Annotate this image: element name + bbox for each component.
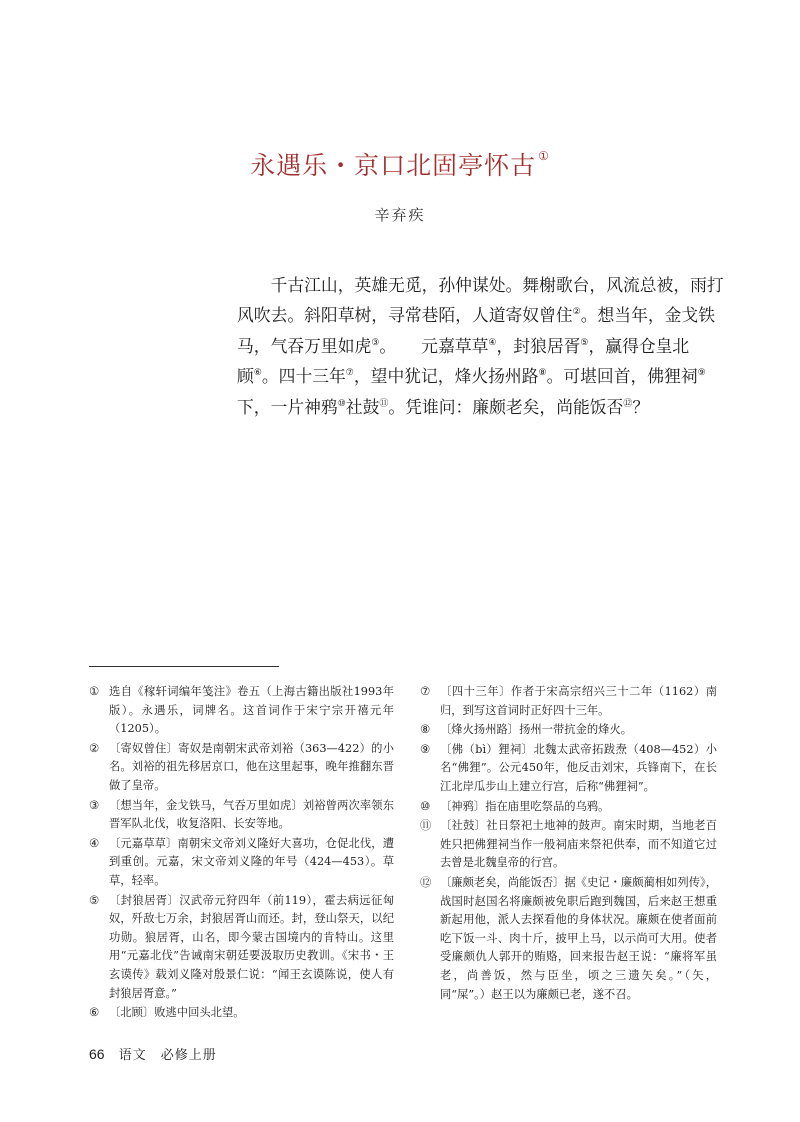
footnote-text: 〔社鼓〕社日祭祀土地神的鼓声。南宋时期，当地老百姓只把佛狸祠当作一般祠庙来祭祀供奉，而不知道它过去曾是北魏皇帝的行宫。: [440, 819, 717, 870]
footnote-number: ⑧: [420, 723, 431, 737]
footnote-ref: ⑥: [253, 368, 262, 379]
footnote-text: 〔寄奴曾住〕寄奴是南朝宋武帝刘裕（363—422）的小名。刘裕的祖先移居京口，他在这里起事，晚年推翻东晋做了皇帝。: [109, 741, 394, 792]
footnote-number: ①: [89, 685, 100, 698]
poem-text: 。 元嘉草草: [379, 335, 489, 356]
footnote-text: 〔想当年，金戈铁马，气吞万里如虎〕刘裕曾两次率领东晋军队北伐，收复洛阳、长安等地。: [109, 798, 394, 831]
poem-text: ，赢得仓皇北: [588, 335, 690, 356]
footnote: [89, 892, 394, 1004]
footnote-number: ⑫: [420, 875, 432, 889]
footnote-ref: ③: [371, 337, 380, 348]
footnote-text: 〔四十三年〕作者于宋高宗绍兴三十二年（1162）南归，到写这首词时正好四十三年。: [440, 685, 717, 717]
footnote-text: 〔封狼居胥〕汉武帝元狩四年（前119），霍去病远征匈奴，歼敌七万余，封狼居胥山而还。封，登山祭天，以纪功勋。狼居胥，山名，即今蒙古国境内的肯特山。这里用“元嘉北伐”告诫南宋朝廷要汲取历史教训。《宋书・王玄谟传》载刘义隆对殷景仁说：“闻王玄谟陈说，使人有封狼居胥意。”: [109, 893, 394, 1000]
poem-text: 。凭谁问：廉颇老矣，尚能饭否: [388, 396, 624, 417]
footnote-ref: ④: [488, 337, 497, 348]
footnote: [420, 798, 717, 817]
footnote: [420, 683, 717, 720]
footnote-text: 〔廉颇老矣，尚能饭否〕据《史记・廉颇蔺相如列传》，战国时赵国名将廉颇被免职后跑到魏国，后来赵王想重新起用他，派人去探看他的身体状况。廉颇在使者面前吃下饭一斗、肉十斤，披甲上马，以示尚可大用。使者受廉颇仇人郭开的贿赂，回来报告赵王说：“廉将军虽老，尚善饭，然与臣坐，顷之三遗矢矣。”（矢，同“屎”。）赵王以为廉颇已老，遂不召。: [440, 875, 717, 1001]
footnote-ref: ⑨: [697, 368, 706, 379]
poem-line: [237, 360, 706, 390]
footnote-text: 〔神鸦〕指在庙里吃祭品的乌鸦。: [440, 799, 610, 813]
poem-text: 马，气吞万里如虎: [237, 335, 372, 356]
poem-line: [237, 272, 724, 299]
footnote-number: ⑪: [420, 819, 432, 833]
title-note-mark: ①: [538, 149, 550, 163]
poem-line: [237, 330, 690, 360]
footnote: [89, 797, 394, 834]
title-block: [0, 146, 800, 182]
footnote-number: ③: [89, 798, 100, 812]
footnote-text: 〔烽火扬州路〕扬州一带抗金的烽火。: [440, 723, 633, 737]
footnote: [89, 683, 394, 739]
poem-text: 顾: [237, 366, 254, 387]
footnote-number: ④: [89, 836, 100, 850]
footnotes-right-column: [420, 683, 717, 1005]
poem-text: 。四十三年: [261, 366, 346, 387]
poem-line: [237, 299, 715, 329]
poem-text: 。可堪回首，佛狸祠: [546, 366, 698, 387]
book-title: 语文 必修上册: [118, 1048, 217, 1063]
poem-text: 千古江山，英雄无觅，孙仲谋处。舞榭歌台，风流总被，雨打: [237, 275, 724, 295]
footnote-number: ⑩: [420, 799, 431, 813]
footnote-divider: [89, 666, 279, 667]
footnote-text: 选自《稼轩词编年笺注》卷五（上海古籍出版社1993年版）。永遇乐，词牌名。这首词作于宋宁宗开禧元年（1205）。: [109, 685, 394, 736]
footnotes-left-column: [89, 683, 394, 1024]
poem-text: 。想当年，金戈铁: [580, 305, 715, 326]
footnote-ref: ⑧: [538, 368, 547, 379]
poem-body: [237, 272, 724, 421]
poem-text: 风吹去。斜阳草树，寻常巷陌，人道寄奴曾住: [237, 305, 573, 326]
poem-author: 辛弃疾: [374, 206, 426, 224]
footnote-number: ②: [89, 741, 100, 755]
poem-title-text: 永遇乐・京口北固亭怀古: [250, 151, 537, 180]
footnote: [420, 817, 717, 873]
footnote: [420, 741, 717, 797]
footnote: [89, 1004, 394, 1023]
poem-text: ，封狼居胥: [496, 335, 581, 356]
footnote-ref: ②: [572, 307, 581, 318]
poem-line: [237, 391, 687, 421]
footnote-text: 〔北顾〕败逃中回头北望。: [109, 1006, 245, 1020]
footnote-number: ⑤: [89, 893, 100, 907]
footnote: [89, 740, 394, 796]
footnote-ref: ⑦: [345, 368, 354, 379]
footnote-ref: ⑪: [379, 398, 389, 409]
footnote-text: 〔佛（bì）狸祠〕北魏太武帝拓跋焘（408—452）小名“佛狸”。公元450年，他反击刘宋，兵锋南下，在长江北岸瓜步山上建立行宫，后称“佛狸祠”。: [440, 742, 717, 793]
footnote-ref: ⑩: [337, 398, 346, 409]
page-number: 66: [89, 1046, 105, 1062]
poem-text: ，望中犹记，烽火扬州路: [353, 366, 539, 387]
page-footer: [89, 1044, 217, 1063]
footnote-text: 〔元嘉草草〕南朝宋文帝刘义隆好大喜功，仓促北伐，遭到重创。元嘉，宋文帝刘义隆的年号（424—453）。草草，轻率。: [109, 836, 394, 887]
poem-text: 社鼓: [345, 396, 380, 417]
footnote-number: ⑦: [420, 685, 431, 698]
footnote-number: ⑥: [89, 1006, 100, 1020]
footnote: [420, 721, 717, 740]
footnote-number: ⑨: [420, 742, 431, 756]
footnote: [89, 835, 394, 891]
footnote: [420, 874, 717, 1004]
poem-text: ？: [632, 396, 650, 417]
poem-text: 下，一片神鸦: [237, 396, 338, 417]
footnote-ref: ⑫: [623, 398, 633, 409]
poem-title: [250, 146, 550, 182]
footnote-ref: ⑤: [580, 337, 589, 348]
